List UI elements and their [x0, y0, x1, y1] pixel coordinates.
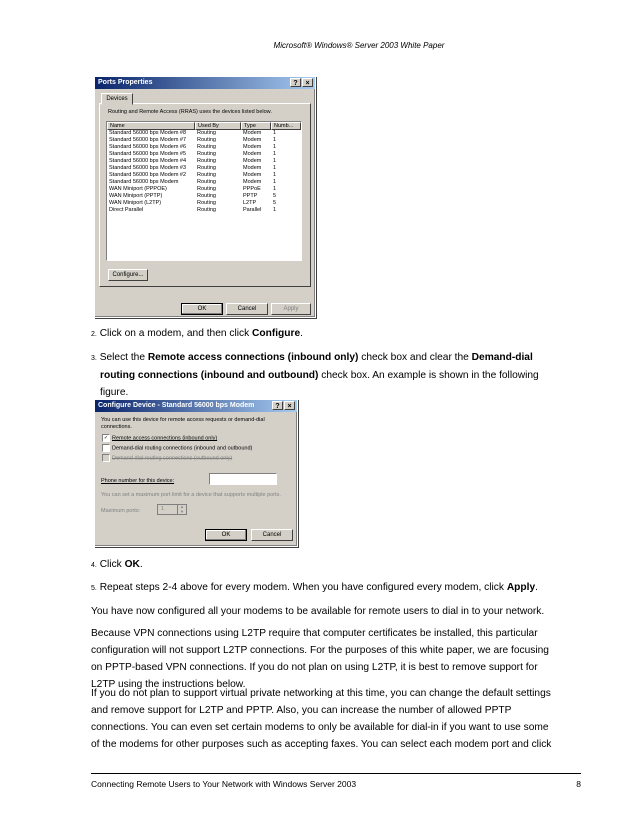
- device-used-by: Routing: [197, 172, 216, 178]
- demand-dial-outbound-checkbox: [102, 454, 110, 462]
- table-row[interactable]: [107, 144, 301, 151]
- step-4: [91, 556, 561, 574]
- page-footer: [91, 779, 581, 789]
- step-text: check box. An example is shown in the following: [318, 370, 539, 381]
- step-number: 4.: [91, 562, 97, 569]
- config-description-1: You can use this device for remote access requests or demand-dial: [101, 417, 265, 423]
- step-3-line-2: [91, 367, 561, 384]
- device-type: Parallel: [243, 207, 262, 213]
- device-used-by: Routing: [197, 130, 216, 136]
- step-3-line-1: [91, 349, 561, 367]
- step-text: .: [139, 559, 143, 570]
- ports-dialog-titlebar: [95, 77, 315, 89]
- device-type: Modem: [243, 130, 262, 136]
- step-text: Click on a modem, and then click: [99, 328, 253, 339]
- ports-properties-dialog: [94, 76, 316, 318]
- phone-number-field[interactable]: [209, 473, 277, 485]
- paragraph-line: of the modems for other purposes such as accepting faxes. You can select each modem port and click: [91, 739, 552, 750]
- close-button[interactable]: ×: [302, 78, 313, 87]
- table-row[interactable]: [107, 186, 301, 193]
- device-type: PPPoE: [243, 186, 261, 192]
- device-name: Standard 56000 bps Modem #8: [109, 130, 187, 136]
- device-used-by: Routing: [197, 165, 216, 171]
- paragraph-1: You have now configured all your modems to be available for remote users to dial in to your network.: [91, 606, 545, 617]
- footer-divider: [91, 773, 581, 774]
- device-type: Modem: [243, 179, 262, 185]
- step-bold: Remote access connections (inbound only): [147, 352, 359, 363]
- table-row[interactable]: [107, 165, 301, 172]
- step-text: Repeat steps 2-4 above for every modem. When you have configured every modem, click: [99, 582, 507, 593]
- config-dialog-title: Configure Device - Standard 56000 bps Modem: [98, 402, 255, 409]
- step-bold: routing connections (inbound and outbound): [100, 370, 319, 381]
- device-name: Standard 56000 bps Modem: [109, 179, 179, 185]
- device-used-by: Routing: [197, 137, 216, 143]
- step-bold: Configure: [252, 328, 301, 339]
- demand-dial-outbound-checkbox-row: [102, 454, 232, 462]
- device-name: Standard 56000 bps Modem #5: [109, 151, 187, 157]
- table-row[interactable]: [107, 172, 301, 179]
- config-description-2: connections.: [101, 424, 132, 430]
- device-type: Modem: [243, 144, 262, 150]
- paragraph-line: Because VPN connections using L2TP require that computer certificates be installed, this particular: [91, 628, 538, 639]
- device-type: PPTP: [243, 193, 258, 199]
- page-header: Microsoft® Windows® Server 2003 White Paper: [273, 41, 445, 50]
- device-used-by: Routing: [197, 193, 216, 199]
- apply-button[interactable]: Apply: [271, 303, 311, 315]
- device-number: 1: [273, 158, 277, 164]
- col-number[interactable]: Numb...: [271, 122, 301, 130]
- step-number: 2.: [91, 331, 97, 338]
- tab-panel: [99, 103, 311, 287]
- device-name: Standard 56000 bps Modem #7: [109, 137, 187, 143]
- max-ports-stepper: [157, 504, 187, 515]
- device-used-by: Routing: [197, 151, 216, 157]
- devices-description: Routing and Remote Access (RRAS) uses the devices listed below.: [108, 109, 272, 115]
- checkbox-label: Demand-dial routing connections (outbound only): [112, 455, 233, 462]
- device-used-by: Routing: [197, 207, 216, 213]
- cancel-button[interactable]: Cancel: [226, 303, 268, 315]
- cancel-button[interactable]: Cancel: [251, 529, 293, 541]
- close-button[interactable]: ×: [284, 401, 295, 410]
- max-ports-value: 1: [161, 506, 165, 512]
- configure-button[interactable]: Configure...: [108, 269, 148, 281]
- list-header: [107, 122, 301, 130]
- max-ports-label: Maximum ports:: [101, 508, 141, 514]
- step-text: Select the: [99, 352, 148, 363]
- paragraph-line: connections. You can even set certain modems to only be available for dial-in if you want to use some: [91, 722, 549, 733]
- step-number: 5.: [91, 585, 97, 592]
- step-text: Click: [99, 559, 125, 570]
- device-name: WAN Miniport (L2TP): [109, 200, 162, 206]
- checkbox-label: Remote access connections (inbound only): [112, 435, 218, 442]
- step-bold: Apply: [506, 582, 536, 593]
- remote-access-checkbox[interactable]: ✓: [103, 435, 109, 441]
- col-type[interactable]: Type: [241, 122, 271, 130]
- paragraph-line: L2TP using the instructions below.: [91, 679, 246, 690]
- table-row[interactable]: [107, 137, 301, 144]
- step-text: check box and clear the: [358, 352, 472, 363]
- stepper-arrows-icon: ▲ ▼: [177, 505, 186, 514]
- device-type: Modem: [243, 151, 262, 157]
- device-name: WAN Miniport (PPPOE): [109, 186, 167, 192]
- device-number: 1: [273, 151, 277, 157]
- device-number: 1: [273, 165, 277, 171]
- step-5: [91, 579, 561, 597]
- table-row[interactable]: [107, 200, 301, 207]
- paragraph-2: [91, 625, 561, 693]
- config-dialog-titlebar: [95, 400, 297, 412]
- help-button[interactable]: ?: [290, 78, 301, 87]
- device-number: 5: [273, 193, 277, 199]
- step-3: [91, 349, 561, 401]
- remote-access-checkbox-row[interactable]: [102, 434, 217, 442]
- device-used-by: Routing: [197, 158, 216, 164]
- table-row[interactable]: [107, 151, 301, 158]
- page-number: 8: [576, 779, 581, 789]
- table-row[interactable]: [107, 207, 301, 214]
- col-name[interactable]: Name: [107, 122, 195, 130]
- device-name: Standard 56000 bps Modem #4: [109, 158, 187, 164]
- device-used-by: Routing: [197, 200, 216, 206]
- checkbox-label: Demand-dial routing connections (inbound and outbound): [112, 445, 253, 452]
- device-name: Standard 56000 bps Modem #2: [109, 172, 187, 178]
- col-used-by[interactable]: Used By: [195, 122, 241, 130]
- device-used-by: Routing: [197, 144, 216, 150]
- ports-dialog-title: Ports Properties: [98, 79, 153, 86]
- phone-label: Phone number for this device:: [101, 478, 175, 484]
- help-button[interactable]: ?: [272, 401, 283, 410]
- tab-devices[interactable]: Devices: [101, 93, 133, 105]
- device-number: 1: [273, 186, 277, 192]
- device-number: 1: [273, 179, 277, 185]
- devices-list[interactable]: [106, 121, 302, 261]
- device-used-by: Routing: [197, 179, 216, 185]
- device-number: 1: [273, 207, 277, 213]
- device-used-by: Routing: [197, 186, 216, 192]
- footer-title: Connecting Remote Users to Your Network with Windows Server 2003: [91, 779, 357, 789]
- device-name: Standard 56000 bps Modem #3: [109, 165, 187, 171]
- device-type: Modem: [243, 137, 262, 143]
- device-number: 1: [273, 172, 277, 178]
- paragraph-line: If you do not plan to support virtual private networking at this time, you can change the default settings: [91, 688, 551, 699]
- table-row[interactable]: [107, 193, 301, 200]
- paragraph-3: [91, 685, 561, 753]
- step-number: 3.: [91, 355, 97, 362]
- device-name: Direct Parallel: [109, 207, 144, 213]
- step-3-line-3: figure.: [100, 387, 129, 398]
- step-text: .: [535, 582, 538, 593]
- device-number: 5: [273, 200, 277, 206]
- table-row[interactable]: [107, 158, 301, 165]
- step-text: .: [300, 328, 303, 339]
- device-type: Modem: [243, 172, 262, 178]
- device-name: Standard 56000 bps Modem #6: [109, 144, 187, 150]
- ok-button[interactable]: OK: [205, 529, 247, 541]
- step-bold: OK: [124, 559, 140, 570]
- device-number: 1: [273, 137, 277, 143]
- device-type: Modem: [243, 165, 262, 171]
- device-type: L2TP: [243, 200, 257, 206]
- demand-dial-checkbox-row[interactable]: [102, 444, 252, 452]
- table-row[interactable]: [107, 130, 301, 137]
- device-number: 1: [273, 130, 277, 136]
- devices-table: [107, 130, 301, 214]
- step-bold: Demand-dial: [471, 352, 533, 363]
- table-row[interactable]: [107, 179, 301, 186]
- device-number: 1: [273, 144, 277, 150]
- max-ports-description: You can set a maximum port limit for a device that supports multiple ports.: [101, 492, 281, 498]
- paragraph-line: on PPTP-based VPN connections. If you do not plan on using L2TP, it is best to remove support for: [91, 662, 538, 673]
- paragraph-line: configuration will not support L2TP connections. For the purposes of this white paper, we are focusing: [91, 645, 549, 656]
- paragraph-line: and remove support for L2TP and PPTP. Also, you can increase the number of allowed PPTP: [91, 705, 512, 716]
- ok-button[interactable]: OK: [181, 303, 223, 315]
- demand-dial-checkbox[interactable]: [102, 444, 110, 452]
- device-type: Modem: [243, 158, 262, 164]
- configure-device-dialog: [94, 399, 298, 547]
- step-2: [91, 325, 561, 343]
- device-name: WAN Miniport (PPTP): [109, 193, 163, 199]
